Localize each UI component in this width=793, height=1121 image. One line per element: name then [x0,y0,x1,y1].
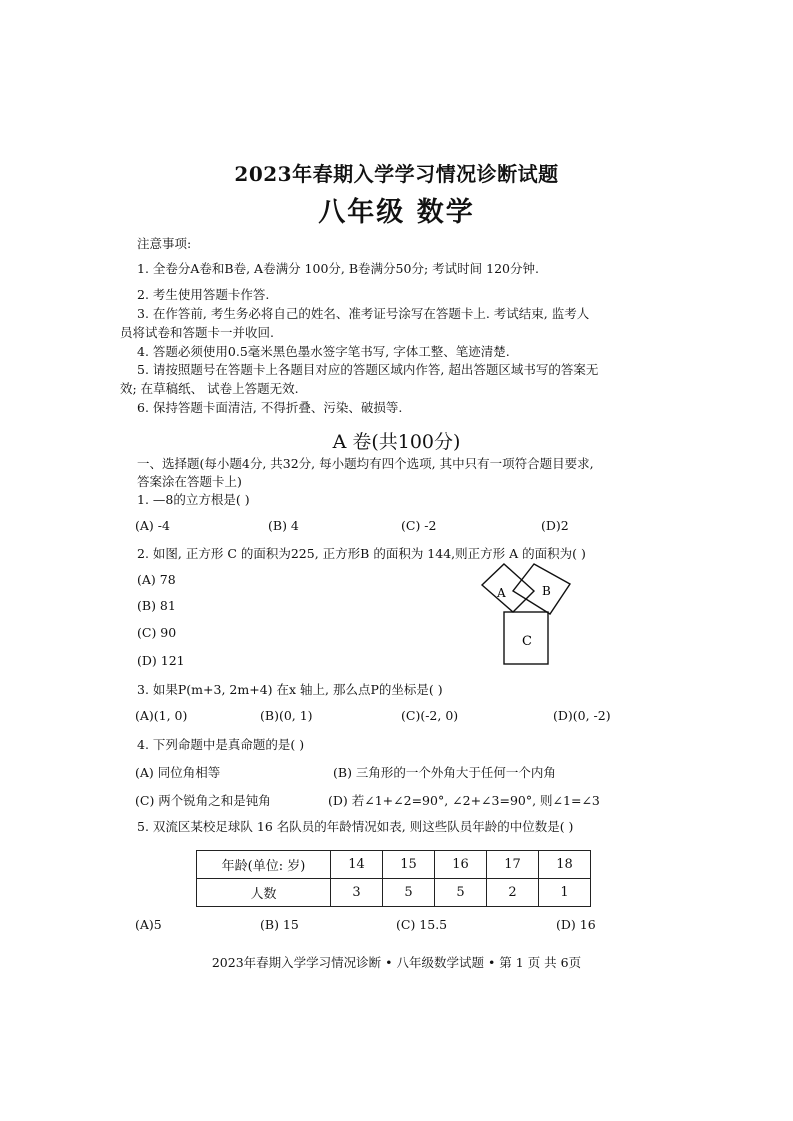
q5-stem: 5. 双流区某校足球队 16 名队员的年龄情况如表, 则这些队员年龄的中位数是( ) [137,819,574,834]
square-a [482,564,534,612]
note-5-line1: 5. 请按照题号在答题卡上各题目对应的答题区域内作答, 超出答题区域书写的答案无 [137,362,599,377]
table-cell: 17 [487,851,539,879]
table-cell: 5 [383,879,435,907]
section-a-intro-line1: 一、选择题(每小题4分, 共32分, 每小题均有四个选项, 其中只有一项符合题目要求, [137,456,594,471]
section-a-intro-line2: 答案涂在答题卡上) [137,474,242,489]
q2-option-b: (B) 81 [137,598,176,613]
notes-heading: 注意事项: [137,236,192,251]
page-footer: 2023年春期入学学习情况诊断 • 八年级数学试题 • 第 1 页 共 6页 [211,955,582,970]
note-3-line2: 员将试卷和答题卡一并收回. [120,325,274,340]
note-6: 6. 保持答题卡面清洁, 不得折叠、污染、破损等. [137,400,403,415]
table-row-counts [197,879,591,907]
q5-option-a: (A)5 [135,917,162,932]
q3-option-b: (B)(0, 1) [260,708,313,723]
table-cell: 3 [331,879,383,907]
table-cell: 15 [383,851,435,879]
q4-option-b: (B) 三角形的一个外角大于任何一个内角 [333,765,556,780]
q2-stem: 2. 如图, 正方形 C 的面积为225, 正方形B 的面积为 144,则正方形 A 的面积为( ) [137,546,586,561]
q3-option-a: (A)(1, 0) [135,708,188,723]
table-cell: 2 [487,879,539,907]
label-b: B [542,584,551,598]
q2-squares-figure [470,558,590,668]
q1-stem: 1. —8的立方根是( ) [137,492,250,507]
note-1: 1. 全卷分A卷和B卷, A卷满分 100分, B卷满分50分; 考试时间 120分钟. [137,261,539,276]
table-cell: 16 [435,851,487,879]
exam-subtitle: 八年级 数学 [318,197,475,228]
note-4: 4. 答题必须使用0.5毫米黑色墨水签字笔书写, 字体工整、笔迹清楚. [137,344,510,359]
q4-option-c: (C) 两个锐角之和是钝角 [135,793,271,808]
q5-option-d: (D) 16 [556,917,596,932]
q2-option-a: (A) 78 [137,572,176,587]
table-header-count: 人数 [197,879,331,907]
q3-stem: 3. 如果P(m+3, 2m+4) 在x 轴上, 那么点P的坐标是( ) [137,682,443,697]
note-2: 2. 考生使用答题卡作答. [137,287,270,302]
label-a: A [497,586,506,600]
note-3-line1: 3. 在作答前, 考生务必将自己的姓名、准考证号涂写在答题卡上. 考试结束, 监考人 [137,306,590,321]
table-header-age: 年龄(单位: 岁) [197,851,331,879]
table-row-ages [197,851,591,879]
q1-option-d: (D)2 [541,518,569,533]
table-cell: 1 [539,879,591,907]
q5-option-b: (B) 15 [260,917,299,932]
table-cell: 18 [539,851,591,879]
q4-option-d: (D) 若∠1+∠2=90°, ∠2+∠3=90°, 则∠1=∠3 [328,793,600,808]
table-cell: 5 [435,879,487,907]
q3-option-d: (D)(0, -2) [553,708,611,723]
age-table [196,850,591,907]
q4-option-a: (A) 同位角相等 [135,765,221,780]
note-5-line2: 效; 在草稿纸、 试卷上答题无效. [120,381,299,396]
q1-option-b: (B) 4 [268,518,299,533]
q2-option-d: (D) 121 [137,653,185,668]
table-cell: 14 [331,851,383,879]
exam-title: 2023年春期入学学习情况诊断试题 [234,162,559,186]
label-c: C [522,634,532,649]
section-a-title: A 卷(共100分) [332,431,461,453]
q5-option-c: (C) 15.5 [396,917,448,932]
q2-option-c: (C) 90 [137,625,177,640]
q1-option-c: (C) -2 [401,518,437,533]
q1-option-a: (A) -4 [135,518,170,533]
q4-stem: 4. 下列命题中是真命题的是( ) [137,737,305,752]
q3-option-c: (C)(-2, 0) [401,708,459,723]
